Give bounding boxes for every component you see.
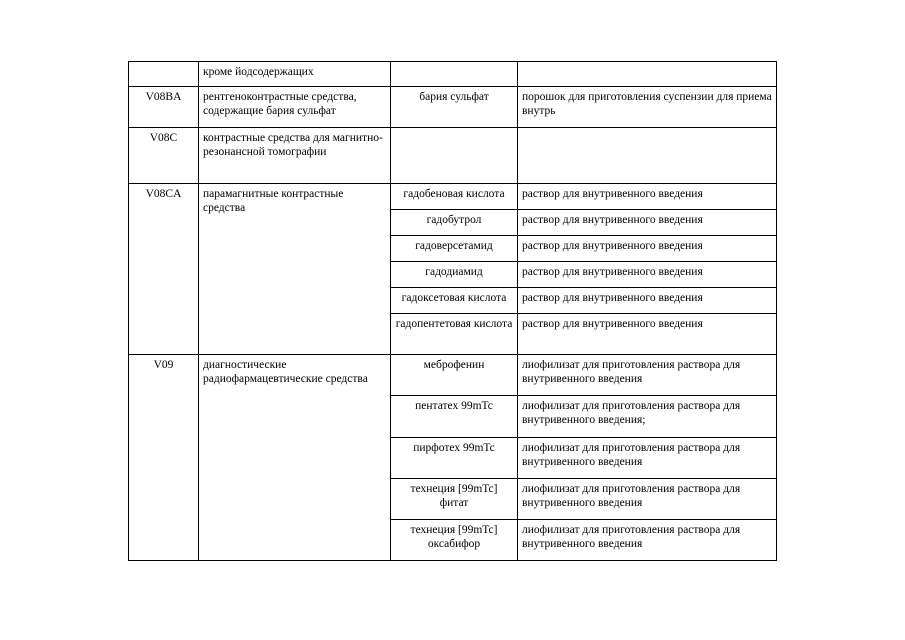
table-row xyxy=(129,62,777,87)
dosage-form: порошок для приготовления суспензии для приема внутрь xyxy=(518,87,777,128)
dosage-form xyxy=(518,62,777,87)
dosage-form: раствор для внутривенного введения xyxy=(518,184,777,210)
dosage-form: раствор для внутривенного введения xyxy=(518,236,777,262)
drug-name: гадобеновая кислота xyxy=(391,184,518,210)
atc-code: V08BA xyxy=(129,87,199,128)
dosage-form xyxy=(518,128,777,184)
drug-name: гадоверсетамид xyxy=(391,236,518,262)
table-row xyxy=(129,87,777,128)
atc-code: V08C xyxy=(129,128,199,184)
group-name: кроме йодсодержащих xyxy=(199,62,391,87)
dosage-form: раствор для внутривенного введения xyxy=(518,262,777,288)
drug-name: пирфотех 99mTc xyxy=(391,438,518,479)
group-name: диагностические радиофармацевтические средства xyxy=(199,355,391,561)
table-row xyxy=(129,355,777,396)
group-name: парамагнитные контрастные средства xyxy=(199,184,391,355)
drug-name: гадодиамид xyxy=(391,262,518,288)
group-name: рентгеноконтрастные средства, содержащие бария сульфат xyxy=(199,87,391,128)
drug-name: бария сульфат xyxy=(391,87,518,128)
drug-name: гадопентетовая кислота xyxy=(391,314,518,355)
dosage-form: лиофилизат для приготовления раствора для внутривенного введения; xyxy=(518,396,777,438)
group-name: контрастные средства для магнитно-резонансной томографии xyxy=(199,128,391,184)
atc-code: V08CA xyxy=(129,184,199,355)
dosage-form: раствор для внутривенного введения xyxy=(518,210,777,236)
dosage-form: лиофилизат для приготовления раствора для внутривенного введения xyxy=(518,355,777,396)
drug-name: технеция [99mTc] фитат xyxy=(391,479,518,520)
drug-name: меброфенин xyxy=(391,355,518,396)
atc-code: V09 xyxy=(129,355,199,561)
drug-name: технеция [99mTc] оксабифор xyxy=(391,520,518,561)
drug-name xyxy=(391,128,518,184)
dosage-form: лиофилизат для приготовления раствора для внутривенного введения xyxy=(518,520,777,561)
drug-table xyxy=(128,61,777,561)
dosage-form: раствор для внутривенного введения xyxy=(518,288,777,314)
drug-name: гадобутрол xyxy=(391,210,518,236)
table-row xyxy=(129,184,777,210)
dosage-form: лиофилизат для приготовления раствора для внутривенного введения xyxy=(518,438,777,479)
drug-name xyxy=(391,62,518,87)
dosage-form: раствор для внутривенного введения xyxy=(518,314,777,355)
table-row xyxy=(129,128,777,184)
dosage-form: лиофилизат для приготовления раствора для внутривенного введения xyxy=(518,479,777,520)
atc-code xyxy=(129,62,199,87)
drug-name: гадоксетовая кислота xyxy=(391,288,518,314)
drug-name: пентатех 99mTc xyxy=(391,396,518,438)
